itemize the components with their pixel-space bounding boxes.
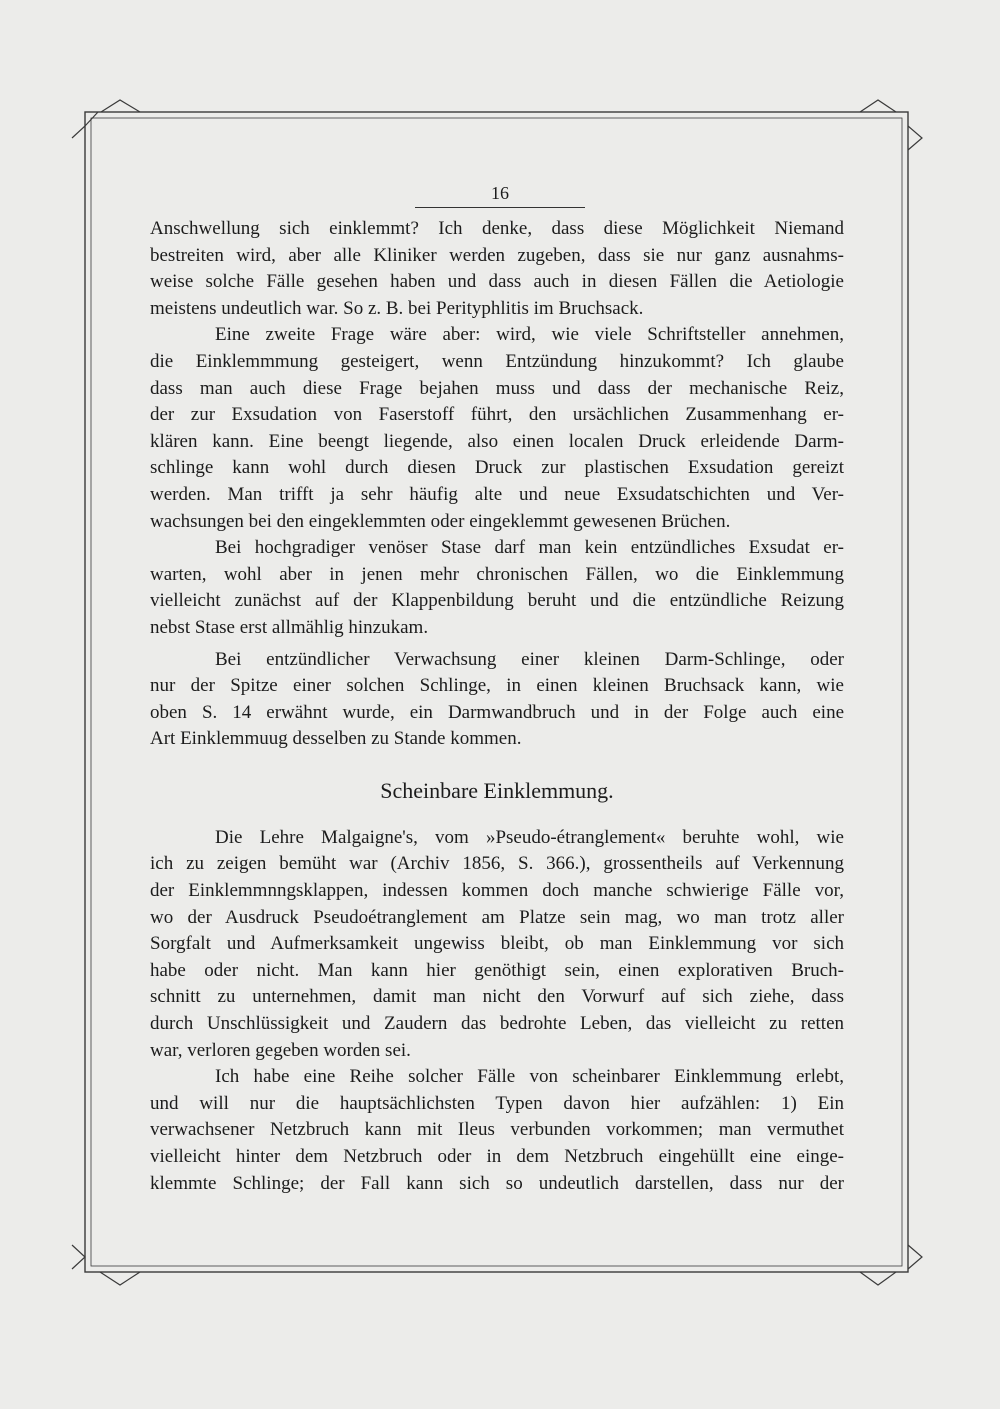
paragraph — [150, 322, 844, 535]
paragraph — [150, 535, 844, 641]
text-line: wo der Ausdruck Pseudoétranglement am Platze sein mag, wo man trotz aller — [150, 906, 844, 928]
text-line: meistens undeutlich war. So z. B. bei Perityphlitis im Bruchsack. — [150, 297, 644, 319]
text-line: nebst Stase erst allmählig hinzukam. — [150, 616, 429, 638]
text-line: der Einklemmnngsklappen, indessen kommen doch manche schwierige Fälle vor, — [150, 880, 844, 902]
text-line: bestreiten wird, aber alle Kliniker werden zugeben, dass sie nur ganz ausnahms- — [150, 244, 844, 266]
text-line: Bei entzündlicher Verwachsung einer kleinen Darm-Schlinge, oder — [215, 648, 844, 670]
text-line: Sorgfalt und Aufmerksamkeit ungewiss bleibt, ob man Einklemmung vor sich — [150, 933, 844, 955]
page-number: 16 — [491, 183, 509, 203]
text-line: dass man auch diese Frage bejahen muss und dass der mechanische Reiz, — [150, 377, 844, 399]
page-number-rule — [415, 207, 585, 208]
text-line: habe oder nicht. Man kann hier genöthigt sein, einen explorativen Bruch- — [150, 959, 844, 981]
text-line: Bei hochgradiger venöser Stase darf man kein entzündliches Exsudat er- — [215, 537, 844, 559]
text-line: und will nur die hauptsächlichsten Typen davon hier aufzählen: 1) Ein — [150, 1092, 844, 1114]
text-line: Eine zweite Frage wäre aber: wird, wie viele Schriftsteller annehmen, — [215, 324, 844, 346]
text-line: Ich habe eine Reihe solcher Fälle von scheinbarer Einklemmung erlebt, — [215, 1066, 844, 1088]
section-heading: Scheinbare Einklemmung. — [380, 777, 614, 803]
text-line: Die Lehre Malgaigne's, vom »Pseudo-étranglement« beruhte wohl, wie — [215, 826, 844, 848]
text-line: schnitt zu unternehmen, damit man nicht den Vorwurf auf sich ziehe, dass — [150, 986, 844, 1008]
text-line: war, verloren gegeben worden sei. — [150, 1039, 411, 1061]
body-text — [150, 216, 844, 1197]
text-line: durch Unschlüssigkeit und Zaudern das bedrohte Leben, das vielleicht zu retten — [150, 1013, 844, 1035]
text-line: schlinge kann wohl durch diesen Druck zur plastischen Exsudation gereizt — [150, 457, 844, 479]
text-line: oben S. 14 erwähnt wurde, ein Darmwandbruch und in der Folge auch eine — [150, 701, 844, 723]
paragraph — [150, 825, 844, 1064]
text-line: vielleicht hinter dem Netzbruch oder in dem Netzbruch eingehüllt eine einge- — [150, 1146, 844, 1167]
paragraph — [150, 647, 844, 753]
text-line: klären kann. Eine beengt liegende, also einen localen Druck erleidende Darm- — [150, 430, 844, 452]
text-line: Anschwellung sich einklemmt? Ich denke, dass diese Möglichkeit Niemand — [150, 218, 844, 239]
text-line: werden. Man trifft ja sehr häufig alte und neue Exsudatschichten und Ver- — [150, 483, 844, 505]
text-line: ich zu zeigen bemüht war (Archiv 1856, S. 366.), grossentheils auf Verkennung — [150, 853, 844, 875]
text-line: nur der Spitze einer solchen Schlinge, in einen kleinen Bruchsack kann, wie — [150, 675, 844, 697]
text-line: warten, wohl aber in jenen mehr chronischen Fällen, wo die Einklemmung — [150, 563, 844, 585]
text-line: die Einklemmmung gesteigert, wenn Entzündung hinzukommt? Ich glaube — [150, 350, 844, 372]
text-line: wachsungen bei den eingeklemmten oder eingeklemmt gewesenen Brüchen. — [150, 510, 731, 532]
paragraph — [150, 1064, 844, 1197]
text-line: klemmte Schlinge; der Fall kann sich so undeutlich darstellen, dass nur der — [150, 1172, 844, 1194]
paragraph — [150, 216, 844, 322]
text-line: der zur Exsudation von Faserstoff führt, den ursächlichen Zusammenhang er- — [150, 404, 844, 426]
text-line: vielleicht zunächst auf der Klappenbildung beruht und die entzündliche Reizung — [150, 590, 844, 612]
text-line: Art Einklemmuug desselben zu Stande kommen. — [150, 728, 522, 750]
text-line: verwachsener Netzbruch kann mit Ileus verbunden vorkommen; man vermuthet — [150, 1119, 844, 1141]
text-line: weise solche Fälle gesehen haben und dass auch in diesen Fällen die Aetiologie — [150, 271, 844, 293]
